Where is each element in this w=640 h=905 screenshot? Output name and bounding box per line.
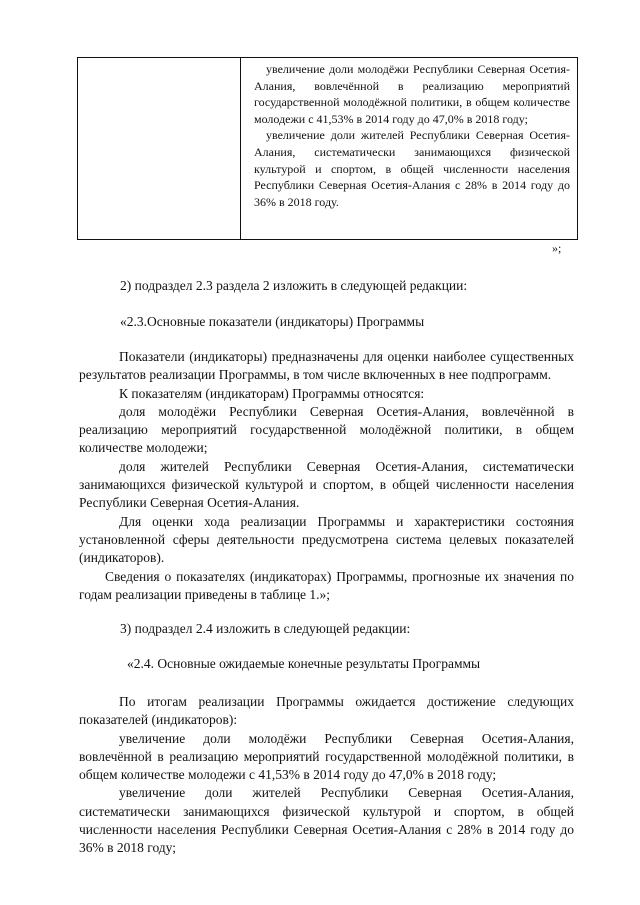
- table-paragraph: увеличение доли молодёжи Республики Северная Осетия-Алания, вовлечённой в реализацию мероприятий государственной молодёжной политики, в общем количестве молодежи с 41,53% в 2014 году до 47,0% в 2018 году;: [254, 62, 570, 126]
- table-paragraph: увеличение доли жителей Республики Северная Осетия-Алания, систематически занимающихся физической культурой и спортом, в общей численности населения Республики Северная Осетия-Алания с 28% в 2014 году до 36% в 2018 году.: [254, 128, 570, 209]
- table-column-divider: [240, 58, 241, 239]
- paragraph: К показателям (индикаторам) Программы относятся:: [119, 385, 425, 401]
- section-title-2-3: «2.3.Основные показатели (индикаторы) Программы: [120, 314, 425, 329]
- paragraph: доля молодёжи Республики Северная Осетия-Алания, вовлечённой в реализацию мероприятий государственной молодёжной политики, в общем количестве молодежи;: [79, 403, 574, 456]
- closing-quote: »;: [552, 241, 562, 255]
- paragraph: По итогам реализации Программы ожидается достижение следующих показателей (индикаторов):: [79, 694, 574, 728]
- table-right-cell: [254, 61, 570, 210]
- paragraph: Для оценки хода реализации Программы и характеристики состояния установленной сферы деятельности предусмотрена система целевых показателей (индикаторов).: [79, 513, 574, 566]
- paragraph: Показатели (индикаторы) предназначены для оценки наиболее существенных результатов реализации Программы, в том числе включенных в нее подпрограмм.: [79, 349, 574, 383]
- paragraph: доля жителей Республики Северная Осетия-Алания, систематически занимающихся физической культурой и спортом, в общей численности населения Республики Северная Осетия-Алания.: [79, 458, 574, 511]
- instruction-2-4: 3) подраздел 2.4 изложить в следующей редакции:: [120, 621, 411, 636]
- paragraph: увеличение доли жителей Республики Северная Осетия-Алания, систематически занимающихся физической культурой и спортом, в общей численности населения Республики Северная Осетия-Алания с 28% в 2014 году до 36% в 2018 году;: [79, 785, 574, 856]
- paragraph: Сведения о показателях (индикаторах) Программы, прогнозные их значения по годам реализации приведены в таблице 1.»;: [79, 568, 574, 602]
- paragraph: увеличение доли молодёжи Республики Северная Осетия-Алания, вовлечённой в реализацию мероприятий государственной молодёжной политики, в общем количестве молодежи с 41,53% в 2014 году до 47,0% в 2018 году;: [79, 730, 574, 783]
- indicators-table: [77, 57, 578, 240]
- section-2-4-body: [79, 693, 574, 858]
- section-2-3-body: [79, 348, 574, 604]
- instruction-2-3: 2) подраздел 2.3 раздела 2 изложить в следующей редакции:: [120, 278, 468, 293]
- section-title-2-4: «2.4. Основные ожидаемые конечные результаты Программы: [127, 656, 481, 671]
